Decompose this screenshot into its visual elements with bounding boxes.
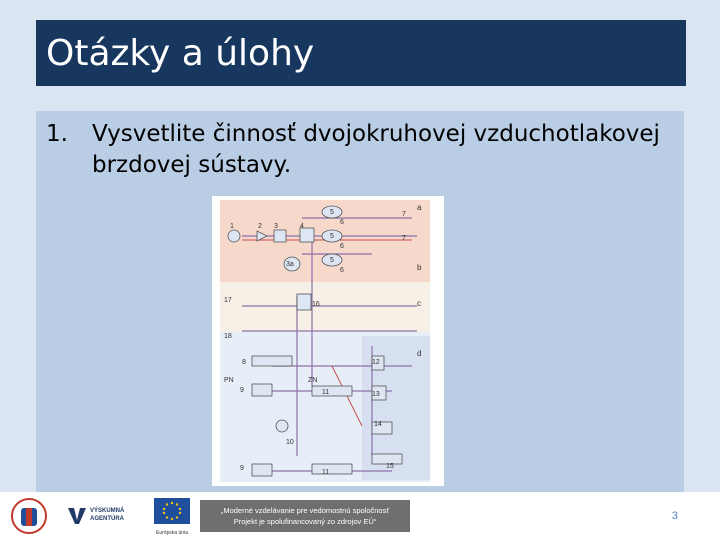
label-9b: 9 (240, 465, 244, 472)
section-label-b: b (417, 263, 422, 272)
label-3: 3 (274, 223, 278, 230)
label-6b: 6 (340, 243, 344, 250)
slide-title-bar (36, 20, 686, 86)
label-9a: 9 (240, 387, 244, 394)
section-label-c: c (417, 299, 421, 308)
label-3a: 3a (286, 261, 294, 268)
label-5a: 5 (330, 209, 334, 216)
label-15: 15 (386, 463, 394, 470)
agency-mark-icon (66, 506, 88, 526)
label-7a: 7 (402, 211, 406, 218)
label-6a: 6 (340, 219, 344, 226)
label-zn: ZN (308, 377, 318, 384)
label-14: 14 (374, 421, 382, 428)
brake-system-diagram (212, 196, 444, 486)
section-label-a: a (417, 203, 422, 212)
page-number: 3 (671, 510, 678, 522)
eu-note-line-2: Projekt je spolufinancovaný zo zdrojov EÚ“ (233, 517, 377, 526)
label-13: 13 (372, 391, 380, 398)
label-1: 1 (230, 223, 234, 230)
agency-name: VÝSKUMNÁ AGENTÚRA (90, 508, 125, 522)
label-5c: 5 (330, 257, 334, 264)
agency-logo (66, 504, 136, 528)
eu-flag-icon (154, 498, 190, 524)
label-4: 4 (300, 223, 304, 230)
label-11b: 11 (322, 469, 330, 476)
label-2: 2 (258, 223, 262, 230)
question-text: Vysvetlite činnosť dvojokruhovej vzduchotlakovej brzdovej sústavy. (92, 121, 660, 178)
label-17: 17 (224, 297, 232, 304)
label-10: 10 (286, 439, 294, 446)
label-8: 8 (242, 359, 246, 366)
label-6c: 6 (340, 267, 344, 274)
question-number: 1. (46, 121, 68, 147)
eu-flag-logo (154, 498, 190, 534)
label-16: 16 (312, 301, 320, 308)
label-7b: 7 (402, 235, 406, 242)
crest-logo (8, 496, 50, 536)
label-18: 18 (224, 333, 232, 340)
eu-funding-note (200, 500, 410, 532)
section-label-d: d (417, 349, 422, 358)
footer-bar (0, 492, 720, 540)
label-5b: 5 (330, 233, 334, 240)
eu-note-line-1: „Moderné vzdelávanie pre vedomostnú spoločnosť (220, 506, 390, 515)
label-12: 12 (372, 359, 380, 366)
label-11a: 11 (322, 389, 330, 396)
eu-caption: Európska únia (156, 530, 188, 536)
slide-title: Otázky a úlohy (46, 33, 315, 74)
label-pn: PN (224, 377, 234, 384)
